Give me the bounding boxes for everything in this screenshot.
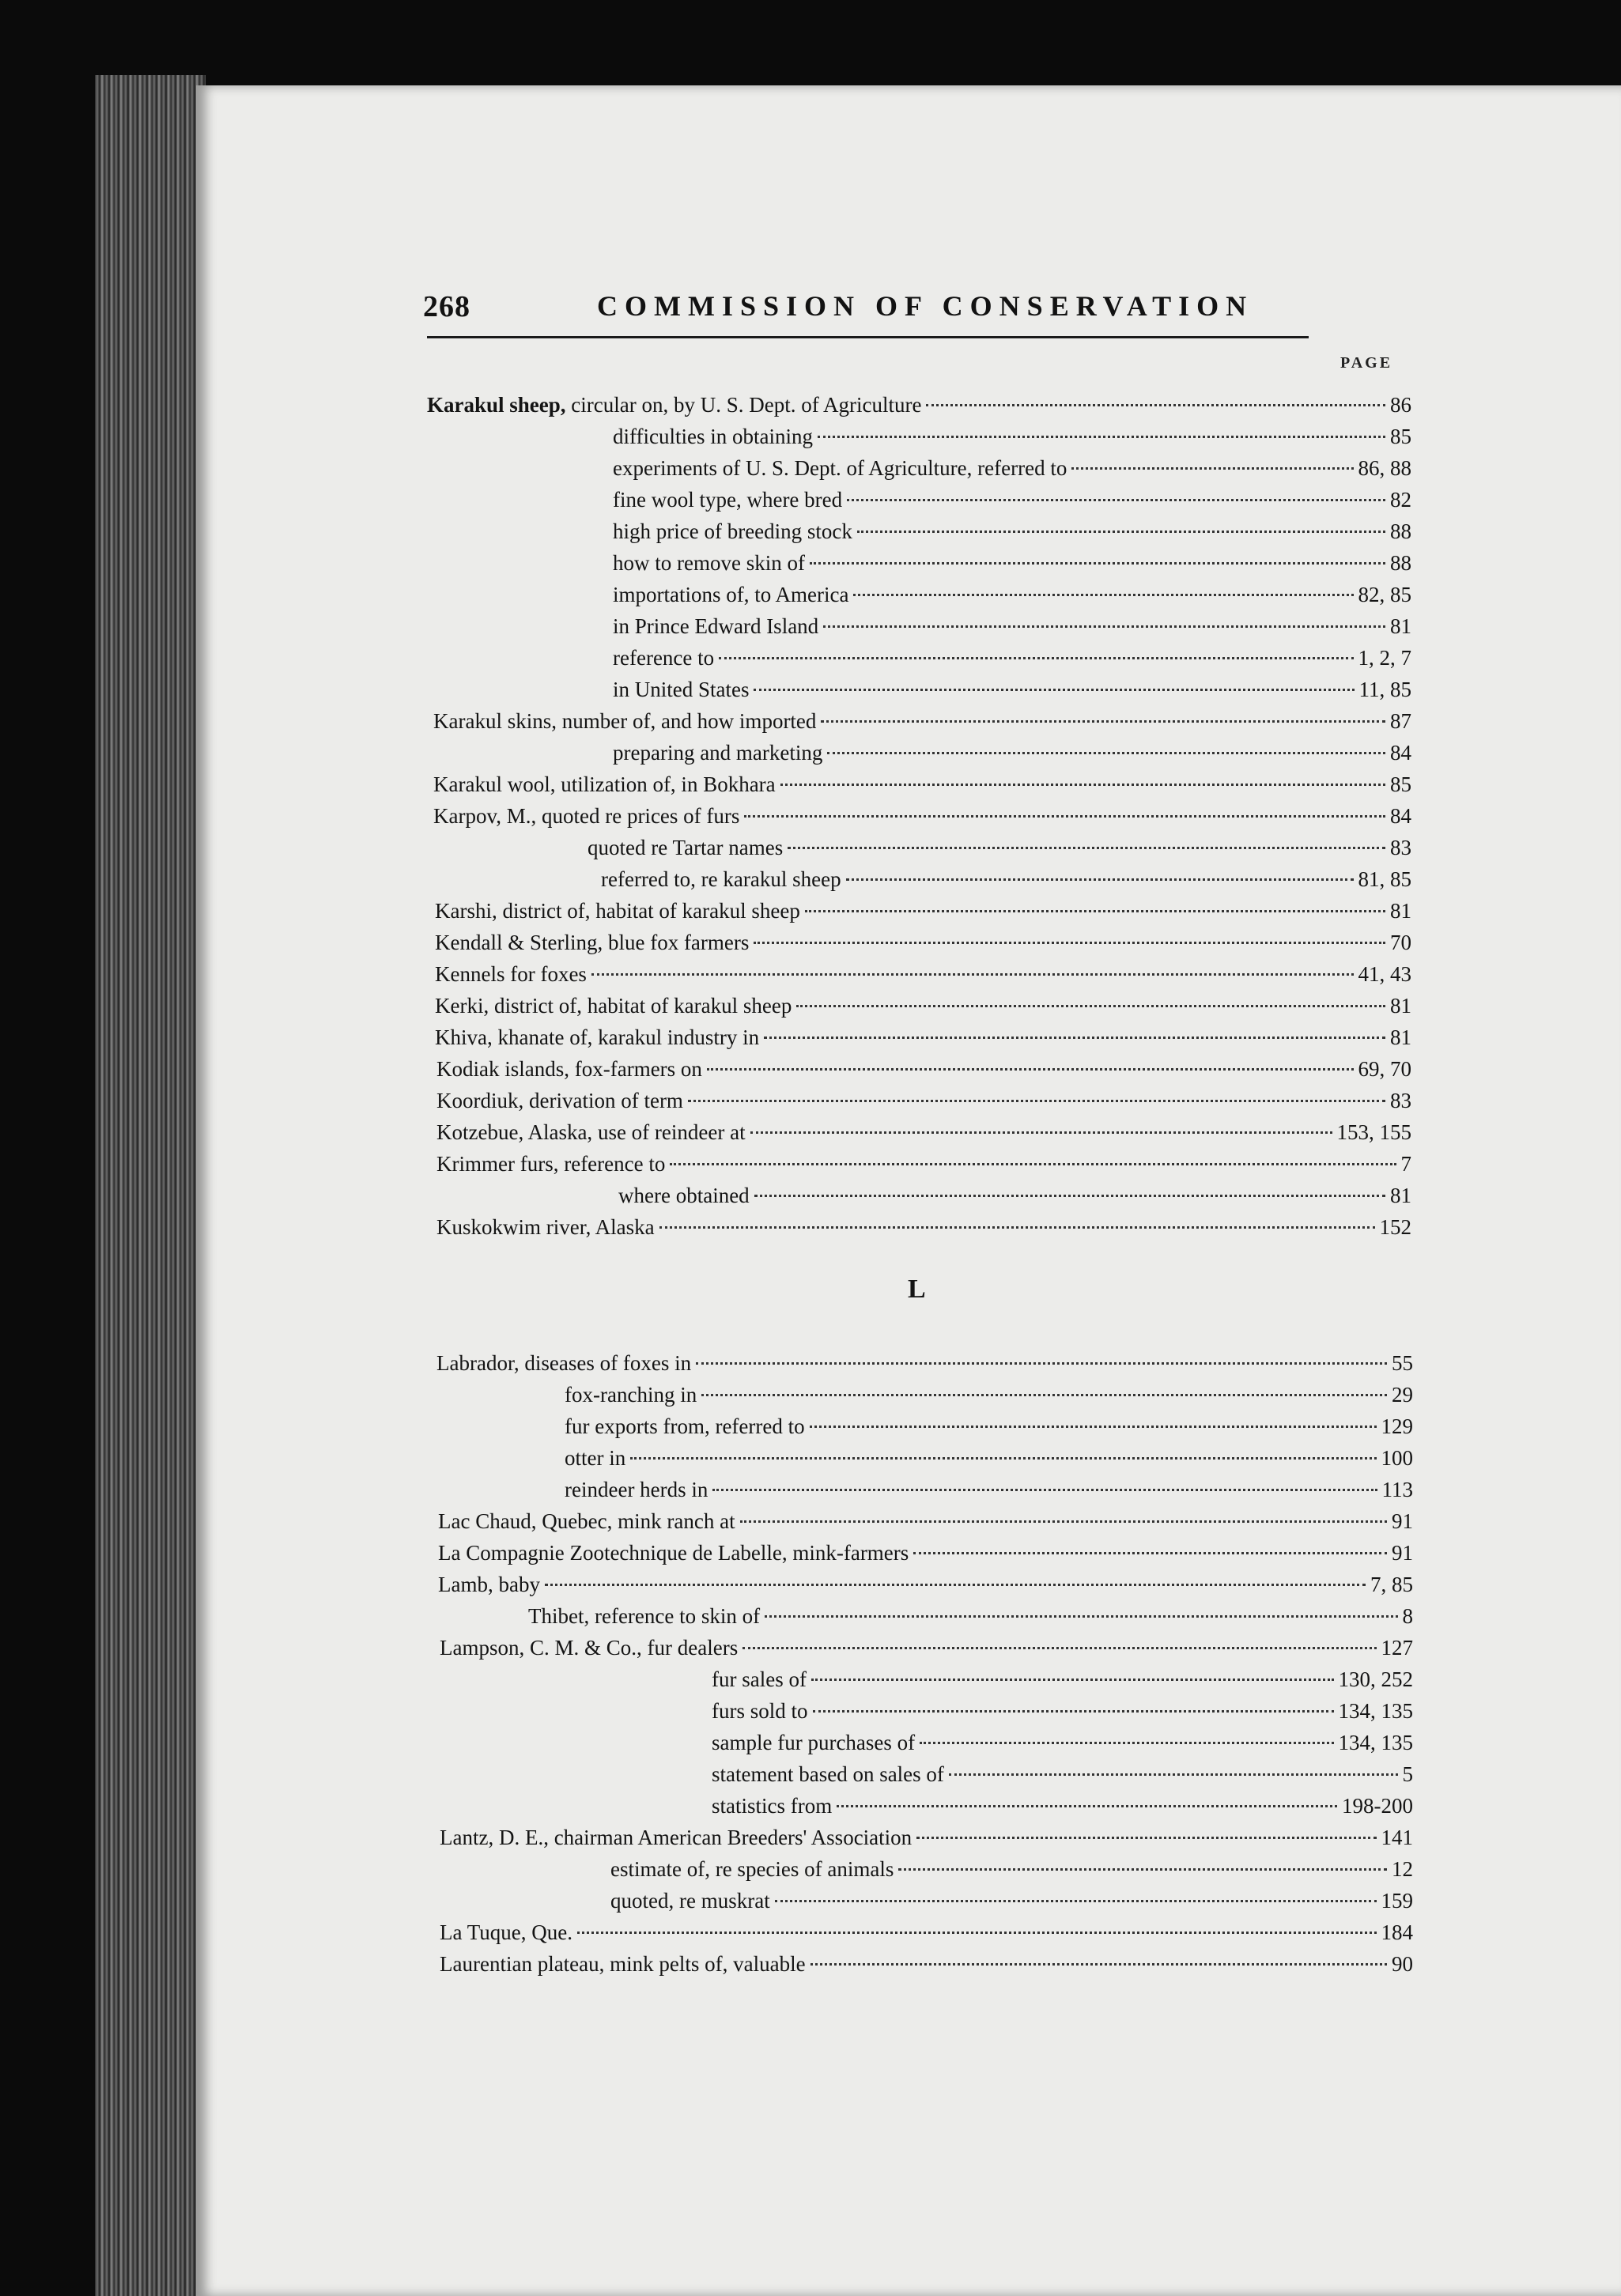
entry-heading: Kodiak islands, [436,1057,569,1081]
dot-leader [913,1552,1387,1554]
dot-leader [754,1195,1385,1197]
dot-leader [750,1131,1332,1134]
entry-heading: Lampson, C. M. & Co., [440,1636,642,1660]
entry-pages: 29 [1392,1383,1413,1407]
dot-leader [688,1100,1385,1102]
entry-pages: 91 [1392,1509,1413,1533]
dot-leader [712,1489,1377,1491]
index-entry [712,1695,1413,1727]
dot-leader [796,1005,1385,1007]
entry-subheading: fur sales of [712,1667,807,1691]
entry-subheading: Thibet, reference to skin of [528,1604,761,1628]
entry-subheading: estimate of, re species of animals [610,1857,894,1881]
entry-pages: 100 [1381,1446,1413,1470]
entry-subheading: district of, habitat of karakul sheep [502,899,800,923]
entry-pages: 141 [1381,1826,1413,1849]
entry-subheading: circular on, by U. S. Dept. of Agriculture [571,393,922,417]
entry-pages: 81 [1390,614,1411,638]
index-entry [436,1116,1411,1148]
entry-subheading: khanate of, karakul industry in [497,1025,760,1049]
entry-pages: 129 [1381,1414,1413,1438]
dot-leader [707,1068,1354,1071]
entry-pages: 84 [1390,741,1411,765]
index-entry [712,1727,1413,1758]
entry-pages: 83 [1390,1089,1411,1112]
entry-pages: 81, 85 [1358,867,1411,891]
dot-leader [577,1932,1377,1934]
entry-subheading: use of reindeer at [597,1120,746,1144]
index-entry [436,1148,1411,1180]
index-entry [613,421,1411,452]
entry-heading: Khiva, [435,1025,493,1049]
index-entry [565,1410,1413,1442]
entry-subheading: furs sold to [712,1699,808,1723]
entry-subheading: mink ranch at [618,1509,735,1533]
entry-subheading: where obtained [618,1184,750,1207]
entry-pages: 159 [1381,1889,1413,1913]
dot-leader [813,1710,1334,1713]
entry-heading: Kotzebue, Alaska, [436,1120,593,1144]
entry-heading: Krimmer furs, [436,1152,559,1176]
index-entry [433,800,1411,832]
dot-leader [818,436,1385,438]
entry-heading: Kuskokwim river, Alaska [436,1215,655,1239]
index-entry [435,927,1411,958]
index-entry [433,705,1411,737]
entry-pages: 88 [1390,551,1411,575]
entry-pages: 41, 43 [1358,962,1411,986]
dot-leader [775,1900,1377,1902]
entry-heading: Lac Chaud, Quebec, [438,1509,613,1533]
dot-leader [719,657,1353,659]
index-entry [588,832,1411,863]
dot-leader [659,1226,1375,1229]
entry-subheading: in United States [613,678,750,701]
index-entry [618,1180,1411,1211]
index-entry [440,1822,1413,1853]
dot-leader [1071,467,1353,470]
entry-pages: 91 [1392,1541,1413,1565]
entry-heading: Karpov, M., [433,804,537,828]
entry-pages: 87 [1390,709,1411,733]
header-rule [427,336,1309,338]
index-entry [433,768,1411,800]
index-entry [613,737,1411,768]
entry-pages: 184 [1381,1920,1413,1944]
index-entry [438,1505,1413,1537]
entry-pages: 113 [1381,1478,1413,1501]
entry-subheading: diseases of foxes in [524,1351,692,1375]
dot-leader [920,1742,1333,1744]
dot-leader [823,625,1385,628]
entry-subheading: mink pelts of, valuable [610,1952,806,1976]
index-entry [613,547,1411,579]
entry-pages: 134, 135 [1338,1699,1413,1723]
entry-subheading: fur dealers [647,1636,739,1660]
entry-subheading: in Prince Edward Island [613,614,819,638]
dot-leader [545,1584,1366,1586]
entry-heading: Lantz, D. E., [440,1826,549,1849]
dot-leader [780,784,1385,786]
dot-leader [754,689,1354,691]
dot-leader [857,531,1385,533]
index-entry [440,1632,1413,1663]
dot-leader [827,752,1385,754]
entry-subheading: utilization of, in Bokhara [561,772,776,796]
index-entry [712,1790,1413,1822]
entry-subheading: number of, and how imported [561,709,817,733]
entry-pages: 7 [1400,1152,1411,1176]
index-entry [436,1347,1413,1379]
index-entry [438,1537,1413,1569]
index-entry [601,863,1411,895]
entry-subheading: reference to [564,1152,666,1176]
dot-leader [788,847,1385,849]
dot-leader [744,815,1385,818]
entry-pages: 82 [1390,488,1411,512]
dot-leader [696,1362,1387,1365]
index-entry [435,958,1411,990]
index-entry [613,484,1411,515]
entry-subheading: how to remove skin of [613,551,805,575]
entry-pages: 198-200 [1342,1794,1413,1818]
index-entry [438,1569,1413,1600]
entry-subheading: preparing and marketing [613,741,823,765]
index-entry [440,1948,1413,1980]
dot-leader [949,1773,1398,1776]
index-entry [613,642,1411,674]
entry-pages: 8 [1402,1604,1413,1628]
dot-leader [898,1868,1387,1871]
index-entry [613,610,1411,642]
entry-pages: 70 [1390,931,1411,954]
section-letter: L [908,1275,926,1304]
dot-leader [805,910,1385,912]
dot-leader [754,942,1385,944]
entry-heading: Kendall & Sterling, [435,931,603,954]
dot-leader [670,1163,1396,1165]
index-entry [610,1885,1413,1916]
entry-subheading: fox-ranching in [565,1383,697,1407]
dot-leader [591,973,1354,976]
entry-subheading: quoted, re muskrat [610,1889,770,1913]
dot-leader [740,1520,1387,1523]
entry-heading: La Tuque, Que. [440,1920,572,1944]
entry-pages: 153, 155 [1336,1120,1411,1144]
entry-subheading: importations of, to America [613,583,849,606]
index-entry [613,515,1411,547]
dot-leader [837,1805,1337,1807]
entry-subheading: chairman American Breeders' Association [554,1826,913,1849]
dot-leader [821,720,1385,723]
entry-subheading: fox-farmers on [574,1057,702,1081]
entry-pages: 55 [1392,1351,1413,1375]
index-entry [528,1600,1413,1632]
dot-leader [810,562,1385,565]
entry-pages: 81 [1390,994,1411,1018]
index-entry [610,1853,1413,1885]
entry-pages: 81 [1390,1184,1411,1207]
entry-subheading: quoted re prices of furs [541,804,740,828]
entry-pages: 127 [1381,1636,1413,1660]
index-entry [436,1085,1411,1116]
dot-leader [846,878,1354,881]
entry-heading: Kennels for foxes [435,962,587,986]
entry-subheading: mink-farmers [792,1541,909,1565]
entry-subheading: fur exports from, referred to [565,1414,805,1438]
index-entry [565,1379,1413,1410]
entry-subheading: difficulties in obtaining [613,425,813,448]
entry-heading: Laurentian plateau, [440,1952,605,1976]
entry-subheading: statement based on sales of [712,1762,944,1786]
index-entry [712,1663,1413,1695]
entry-heading: Kerki, [435,994,489,1018]
entry-pages: 5 [1402,1762,1413,1786]
dot-leader [810,1426,1377,1428]
entry-heading: Labrador, [436,1351,520,1375]
entry-pages: 86, 88 [1358,456,1411,480]
entry-subheading: district of, habitat of karakul sheep [493,994,792,1018]
dot-leader [916,1837,1376,1839]
entry-subheading: blue fox farmers [607,931,750,954]
index-entry [712,1758,1413,1790]
entry-pages: 84 [1390,804,1411,828]
index-entry [613,674,1411,705]
entry-pages: 85 [1390,772,1411,796]
entry-pages: 81 [1390,899,1411,923]
entry-subheading: quoted re Tartar names [588,836,784,859]
dot-leader [811,1679,1334,1681]
index-entry [565,1442,1413,1474]
entry-pages: 12 [1392,1857,1413,1881]
index-entry [435,895,1411,927]
entry-pages: 86 [1390,393,1411,417]
entry-subheading: referred to, re karakul sheep [601,867,841,891]
entry-heading: Lamb, baby [438,1573,540,1596]
dot-leader [764,1037,1385,1039]
entry-heading: Karakul wool, [433,772,556,796]
entry-pages: 88 [1390,519,1411,543]
entry-pages: 152 [1379,1215,1411,1239]
entry-pages: 81 [1390,1025,1411,1049]
entry-subheading: reference to [613,646,715,670]
entry-subheading: derivation of term [529,1089,683,1112]
dot-leader [847,499,1385,501]
entry-heading: Koordiuk, [436,1089,524,1112]
page-header [423,285,1419,332]
index-entry [435,1021,1411,1053]
entry-subheading: experiments of U. S. Dept. of Agriculture, referred to [613,456,1067,480]
dot-leader [810,1963,1387,1966]
index-entry [613,452,1411,484]
entry-subheading: sample fur purchases of [712,1731,916,1754]
entry-heading: Karshi, [435,899,497,923]
entry-subheading: reindeer herds in [565,1478,708,1501]
entry-pages: 11, 85 [1358,678,1411,701]
entry-heading: La Compagnie Zootechnique de Labelle, [438,1541,788,1565]
dot-leader [926,404,1385,406]
entry-pages: 130, 252 [1338,1667,1413,1691]
running-title: COMMISSION OF CONSERVATION [597,290,1254,322]
page-number: 268 [423,290,470,323]
dot-leader [701,1394,1387,1396]
index-entry [613,579,1411,610]
entry-subheading: otter in [565,1446,626,1470]
index-entry [565,1474,1413,1505]
dot-leader [853,594,1353,596]
entry-subheading: statistics from [712,1794,833,1818]
entry-pages: 82, 85 [1358,583,1411,606]
page-column-label: PAGE [1340,354,1393,372]
index-entry [435,990,1411,1021]
entry-pages: 90 [1392,1952,1413,1976]
entry-pages: 7, 85 [1370,1573,1413,1596]
entry-pages: 1, 2, 7 [1358,646,1411,670]
dot-leader [630,1457,1376,1460]
index-entry [436,1053,1411,1085]
entry-heading: Karakul sheep, [427,393,566,417]
entry-heading: Karakul skins, [433,709,557,733]
index-entry [440,1916,1413,1948]
dot-leader [765,1615,1397,1618]
entry-pages: 134, 135 [1338,1731,1413,1754]
entry-subheading: high price of breeding stock [613,519,852,543]
entry-pages: 69, 70 [1358,1057,1411,1081]
dot-leader [742,1647,1376,1649]
book-page-edges [95,75,206,2296]
index-entry [436,1211,1411,1243]
entry-pages: 85 [1390,425,1411,448]
entry-pages: 83 [1390,836,1411,859]
index-entry [427,389,1411,421]
entry-subheading: fine wool type, where bred [613,488,843,512]
